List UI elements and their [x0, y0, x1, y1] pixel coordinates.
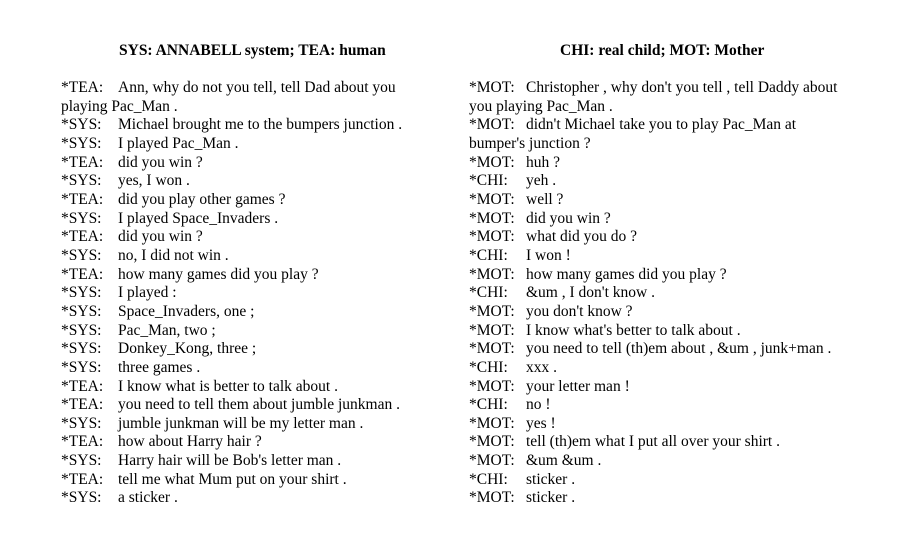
utterance-text: huh ?: [526, 153, 561, 171]
transcript-line: [469, 266, 889, 285]
speaker-code: *CHI:: [469, 396, 508, 414]
speaker-code: *SYS:: [61, 302, 102, 320]
transcript-line: [469, 228, 889, 247]
speaker-code: *MOT:: [469, 414, 515, 432]
utterance-text: sticker .: [526, 489, 576, 507]
speaker-code: *SYS:: [61, 284, 102, 302]
utterance-text: your letter man !: [526, 377, 630, 395]
speaker-code: *MOT:: [469, 340, 515, 358]
utterance-text: Christopher , why don't you tell , tell Daddy about: [526, 79, 838, 96]
transcript-line: [61, 340, 441, 359]
speaker-code: *TEA:: [61, 377, 104, 395]
utterance-text: I played Pac_Man .: [118, 134, 239, 152]
utterance-text: xxx .: [526, 358, 557, 376]
transcript-line: [469, 247, 889, 266]
transcript-line: [61, 452, 441, 471]
right-transcript-column: [469, 42, 889, 508]
transcript-line: [469, 210, 889, 229]
transcript-line: [61, 378, 441, 397]
speaker-code: *SYS:: [61, 340, 102, 358]
speaker-code: *CHI:: [469, 284, 508, 302]
speaker-code: *MOT:: [469, 228, 515, 246]
utterance-text: &um , I don't know .: [526, 284, 655, 302]
speaker-code: *SYS:: [61, 209, 102, 227]
utterance-text: didn't Michael take you to play Pac_Man at: [526, 116, 797, 134]
utterance-text: Harry hair will be Bob's letter man .: [118, 452, 342, 470]
speaker-code: *SYS:: [61, 414, 102, 432]
transcript-line: [469, 303, 889, 322]
transcript-line: [469, 284, 889, 303]
utterance-text: playing Pac_Man .: [61, 97, 178, 115]
speaker-code: *TEA:: [61, 190, 104, 208]
speaker-code: *TEA:: [61, 433, 104, 451]
speaker-code: *CHI:: [469, 172, 508, 190]
speaker-code: *MOT:: [469, 116, 515, 134]
utterance-text: I played :: [118, 284, 177, 302]
speaker-code: *SYS:: [61, 172, 102, 190]
speaker-code: *MOT:: [469, 489, 515, 507]
transcript-line: [61, 489, 441, 508]
speaker-code: *CHI:: [469, 246, 508, 264]
transcript-line: [61, 79, 441, 98]
speaker-code: *SYS:: [61, 489, 102, 507]
utterance-text: yeh .: [526, 172, 557, 190]
utterance-text: how many games did you play ?: [118, 265, 319, 283]
utterance-text: you don't know ?: [526, 302, 633, 320]
speaker-code: *TEA:: [61, 265, 104, 283]
speaker-code: *SYS:: [61, 358, 102, 376]
speaker-code: *SYS:: [61, 116, 102, 134]
utterance-text: tell (th)em what I put all over your shirt .: [526, 433, 780, 451]
speaker-code: *MOT:: [469, 153, 515, 171]
transcript-line: [469, 322, 889, 341]
speaker-code: *TEA:: [61, 228, 104, 246]
utterance-text: I won !: [526, 246, 571, 264]
transcript-line: [61, 191, 441, 210]
transcript-line: [61, 433, 441, 452]
utterance-text: I know what is better to talk about .: [118, 377, 338, 395]
utterance-text: yes, I won .: [118, 172, 190, 190]
transcript-line: [61, 471, 441, 490]
utterance-text: did you win ?: [118, 153, 203, 171]
utterance-text: did you win ?: [526, 209, 611, 227]
speaker-code: *SYS:: [61, 246, 102, 264]
transcript-line: [61, 172, 441, 191]
utterance-text: did you play other games ?: [118, 190, 286, 208]
speaker-code: *SYS:: [61, 134, 102, 152]
transcript-line: [61, 359, 441, 378]
utterance-text: no !: [526, 396, 551, 414]
utterance-text: how many games did you play ?: [526, 265, 727, 283]
left-column-title: SYS: ANNABELL system; TEA: human: [119, 42, 386, 59]
utterance-text: sticker .: [526, 470, 576, 488]
transcript-line: [61, 228, 441, 247]
speaker-code: *MOT:: [469, 209, 515, 227]
transcript-line: [61, 303, 441, 322]
speaker-code: *CHI:: [469, 358, 508, 376]
speaker-code: *MOT:: [469, 433, 515, 451]
utterance-text: how about Harry hair ?: [118, 433, 262, 451]
speaker-code: *MOT:: [469, 452, 515, 470]
speaker-code: *TEA:: [61, 153, 104, 171]
utterance-text: what did you do ?: [526, 228, 638, 246]
transcript-line: [61, 116, 441, 135]
utterance-text: you need to tell them about jumble junkman .: [118, 396, 400, 414]
speaker-code: *SYS:: [61, 321, 102, 339]
right-transcript-lines: [469, 79, 889, 508]
transcript-line: [61, 322, 441, 341]
transcript-line: [61, 154, 441, 173]
utterance-text: no, I did not win .: [118, 246, 229, 264]
speaker-code: *MOT:: [469, 302, 515, 320]
transcript-line: [61, 210, 441, 229]
transcript-line: [469, 415, 889, 434]
utterance-text: tell me what Mum put on your shirt .: [118, 470, 347, 488]
speaker-code: *SYS:: [61, 452, 102, 470]
left-transcript-lines: [61, 79, 441, 508]
speaker-code: *MOT:: [469, 377, 515, 395]
utterance-text: I played Space_Invaders .: [118, 209, 279, 227]
transcript-line: [61, 135, 441, 154]
utterance-text: Michael brought me to the bumpers junction .: [118, 116, 403, 134]
transcript-line: [469, 471, 889, 490]
utterance-text: Pac_Man, two ;: [118, 321, 216, 339]
transcript-line: [469, 359, 889, 378]
utterance-text: I know what's better to talk about .: [526, 321, 741, 339]
transcript-line: [469, 396, 889, 415]
right-column-title: CHI: real child; MOT: Mother: [560, 42, 765, 59]
utterance-text: a sticker .: [118, 489, 178, 507]
utterance-text: you need to tell (th)em about , &um , junk+man .: [526, 340, 832, 358]
transcript-line: [61, 396, 441, 415]
utterance-text: Donkey_Kong, three ;: [118, 340, 257, 358]
speaker-code: *TEA:: [61, 470, 104, 488]
utterance-text: yes !: [526, 414, 556, 432]
speaker-code: *MOT:: [469, 190, 515, 208]
left-transcript-column: [61, 42, 441, 508]
utterance-text: Ann, why do not you tell, tell Dad about you: [118, 79, 396, 96]
utterance-text: did you win ?: [118, 228, 203, 246]
transcript-line: [469, 433, 889, 452]
transcript-line: [61, 266, 441, 285]
speaker-code: *TEA:: [61, 79, 104, 96]
speaker-code: *CHI:: [469, 470, 508, 488]
speaker-code: *TEA:: [61, 396, 104, 414]
transcript-line: [61, 415, 441, 434]
transcript-line: [469, 116, 889, 135]
utterance-text: bumper's junction ?: [469, 134, 591, 152]
transcript-line: [469, 452, 889, 471]
speaker-code: *MOT:: [469, 265, 515, 283]
utterance-text: well ?: [526, 190, 564, 208]
transcript-line: [469, 98, 889, 117]
speaker-code: *MOT:: [469, 79, 515, 96]
transcript-line: [469, 489, 889, 508]
transcript-line: [469, 378, 889, 397]
utterance-text: three games .: [118, 358, 201, 376]
transcript-line: [469, 79, 889, 98]
utterance-text: jumble junkman will be my letter man .: [118, 414, 364, 432]
transcript-line: [469, 191, 889, 210]
utterance-text: Space_Invaders, one ;: [118, 302, 255, 320]
utterance-text: &um &um .: [526, 452, 602, 470]
transcript-line: [469, 172, 889, 191]
transcript-line: [469, 135, 889, 154]
transcript-line: [61, 98, 441, 117]
utterance-text: you playing Pac_Man .: [469, 97, 613, 115]
transcript-line: [469, 340, 889, 359]
speaker-code: *MOT:: [469, 321, 515, 339]
transcript-line: [469, 154, 889, 173]
transcript-line: [61, 284, 441, 303]
transcript-line: [61, 247, 441, 266]
